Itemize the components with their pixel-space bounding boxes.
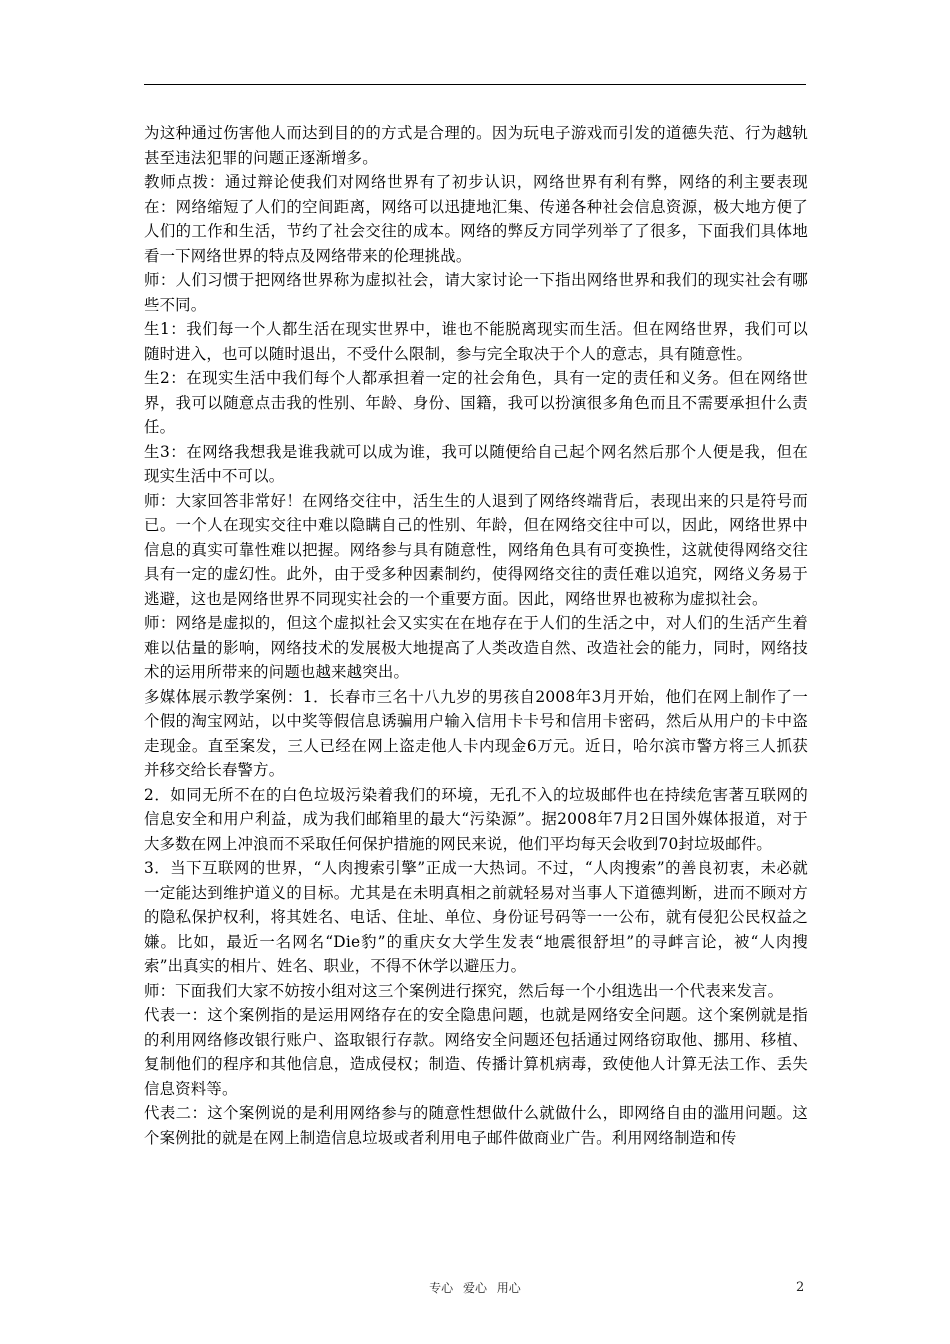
paragraph: 3．当下互联网的世界，“人肉搜索引擎”正成一大热词。不过，“人肉搜索”的善良初衷，未必就一定能达到维护道义的目标。尤其是在未明真相之前就轻易对当事人下道德判断，进而不顾对方的隐私保护权利，将其姓名、电话、住址、单位、身份证号码等一一公布，就有侵犯公民权益之嫌。比如，最近一名网名“Die豹”的重庆女大学生发表“地震很舒坦”的寻衅言论，被“人肉搜索”出真实的相片、姓名、职业，不得不休学以避压力。 [144, 859, 808, 975]
paragraph: 代表一：这个案例指的是运用网络存在的安全隐患问题，也就是网络安全问题。这个案例就是指的利用网络修改银行账户、盗取银行存款。网络安全问题还包括通过网络窃取他、挪用、移植、复制他们的程序和其他信息，造成侵权；制造、传播计算机病毒，致使他人计算无法工作、丢失信息资料等。 [144, 1006, 808, 1098]
paragraph: 教师点拨：通过辩论使我们对网络世界有了初步认识，网络世界有利有弊，网络的利主要表现在：网络缩短了人们的空间距离，网络可以迅捷地汇集、传递各种社会信息资源，极大地方便了人们的工作和生活，节约了社会交往的成本。网络的弊反方同学列举了了很多，下面我们具体地看一下网络世界的特点及网络带来的伦理挑战。 [144, 173, 808, 265]
paragraph: 生1：我们每一个人都生活在现实世界中，谁也不能脱离现实而生活。但在网络世界，我们可以随时进入，也可以随时退出，不受什么限制，参与完全取决于个人的意志，具有随意性。 [144, 320, 808, 363]
paragraph: 师：大家回答非常好！在网络交往中，活生生的人退到了网络终端背后，表现出来的只是符号而已。一个人在现实交往中难以隐瞒自己的性别、年龄，但在网络交往中可以，因此，网络世界中信息的真实可靠性难以把握。网络参与具有随意性，网络角色具有可变换性，这就使得网络交往具有一定的虚幻性。此外，由于受多种因素制约，使得网络交往的责任难以追究，网络义务易于逃避，这也是网络世界不同现实社会的一个重要方面。因此，网络世界也被称为虚拟社会。 [144, 491, 808, 608]
paragraph: 师：下面我们大家不妨按小组对这三个案例进行探究，然后每一个小组选出一个代表来发言。 [144, 981, 784, 1000]
paragraph: 师：网络是虚拟的，但这个虚拟社会又实实在在地存在于人们的生活之中，对人们的生活产生着难以估量的影响，网络技术的发展极大地提高了人类改造自然、改造社会的能力，同时，网络技术的运用所带来的问题也越来越突出。 [144, 614, 808, 681]
header-rule [144, 84, 806, 85]
paragraph: 师：人们习惯于把网络世界称为虚拟社会，请大家讨论一下指出网络世界和我们的现实社会有哪些不同。 [144, 271, 808, 314]
paragraph: 生2：在现实生活中我们每个人都承担着一定的社会角色，具有一定的责任和义务。但在网络世界，我可以随意点击我的性别、年龄、身份、国籍，我可以扮演很多角色而且不需要承担什么责任。 [144, 369, 808, 436]
paragraph: 代表二：这个案例说的是利用网络参与的随意性想做什么就做什么，即网络自由的滥用问题。这个案例批的就是在网上制造信息垃圾或者利用电子邮件做商业广告。利用网络制造和传 [144, 1104, 808, 1147]
paragraph: 多媒体展示教学案例：1．长春市三名十八九岁的男孩自2008年3月开始，他们在网上制作了一个假的淘宝网站，以中奖等假信息诱骗用户输入信用卡卡号和信用卡密码，然后从用户的卡中盗走现金。直至案发，三人已经在网上盗走他人卡内现金6万元。近日，哈尔滨市警方将三人抓获并移交给长春警方。 [144, 687, 808, 779]
paragraph: 2．如同无所不在的白色垃圾污染着我们的环境，无孔不入的垃圾邮件也在持续危害著互联网的信息安全和用户利益，成为我们邮箱里的最大“污染源”。据2008年7月2日国外媒体报道，对于大多数在网上冲浪而不采取任何保护措施的网民来说，他们平均每天会收到70封垃圾邮件。 [144, 785, 808, 853]
footer-text: 专心 爱心 用心 [429, 1281, 521, 1295]
page-number: 2 [796, 1280, 805, 1295]
document-body [144, 121, 808, 1150]
paragraph: 为这种通过伤害他人而达到目的的方式是合理的。因为玩电子游戏而引发的道德失范、行为越轨甚至违法犯罪的问题正逐渐增多。 [144, 124, 808, 167]
paragraph: 生3：在网络我想我是谁我就可以成为谁，我可以随便给自己起个网名然后那个人便是我，但在现实生活中不可以。 [144, 442, 808, 485]
